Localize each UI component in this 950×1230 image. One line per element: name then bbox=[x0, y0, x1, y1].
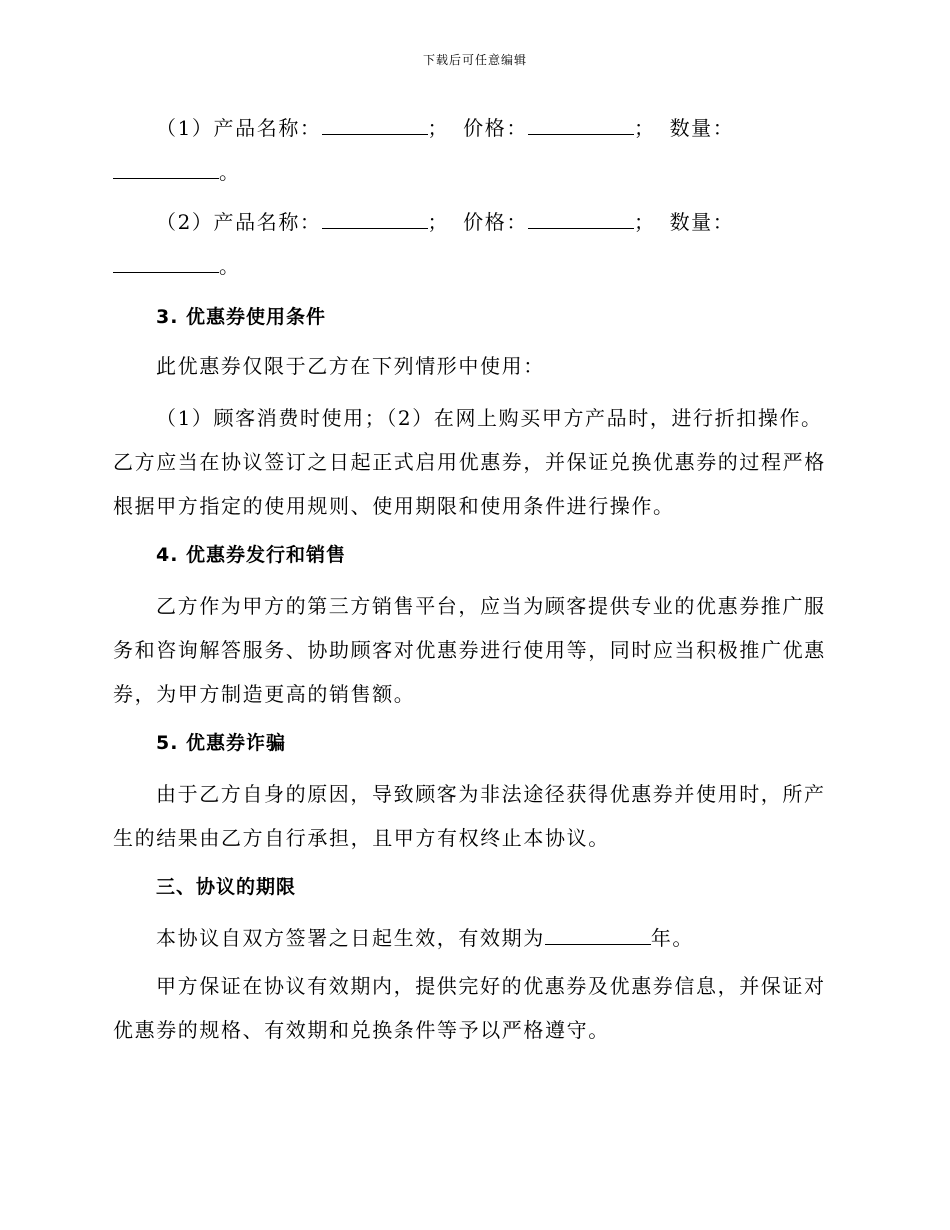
price-blank bbox=[528, 214, 634, 229]
product-number: （2） bbox=[156, 210, 214, 234]
product-line-1 bbox=[113, 118, 876, 138]
term-years-blank bbox=[545, 930, 651, 945]
product-name-label: 产品名称： bbox=[213, 210, 322, 234]
product-name-label: 产品名称： bbox=[213, 116, 322, 140]
period: 。 bbox=[219, 160, 241, 184]
section-4-heading: 4. 优惠券发行和销售 bbox=[156, 544, 347, 566]
product-quantity-line-2 bbox=[113, 256, 833, 276]
product-line-2 bbox=[113, 212, 876, 232]
product-name-blank bbox=[322, 120, 428, 135]
page-header: 下载后可任意编辑 bbox=[422, 53, 527, 67]
term-heading: 三、协议的期限 bbox=[156, 876, 297, 898]
section-3-body: （1）顾客消费时使用；（2）在网上购买甲方产品时，进行折扣操作。乙方应当在协议签订之日起正式启用优惠券，并保证兑换优惠券的过程严格根据甲方指定的使用规则、使用期限和使用条件进行操作。 bbox=[113, 406, 826, 518]
term-validity-prefix: 本协议自双方签署之日起生效，有效期为 bbox=[156, 926, 545, 950]
product-name-blank bbox=[322, 214, 428, 229]
quantity-label: 数量： bbox=[669, 210, 735, 234]
section-3-heading: 3. 优惠券使用条件 bbox=[156, 306, 327, 328]
separator: ； bbox=[633, 116, 656, 140]
quantity-blank bbox=[113, 258, 219, 273]
period: 。 bbox=[219, 254, 241, 278]
section-5-heading: 5. 优惠券诈骗 bbox=[156, 732, 287, 754]
term-validity-line bbox=[113, 928, 876, 948]
quantity-blank bbox=[113, 164, 219, 179]
separator: ； bbox=[427, 210, 450, 234]
price-label: 价格： bbox=[463, 210, 528, 234]
term-body: 甲方保证在协议有效期内，提供完好的优惠券及优惠券信息，并保证对优惠券的规格、有效期和兑换条件等予以严格遵守。 bbox=[113, 974, 826, 1042]
separator: ； bbox=[427, 116, 450, 140]
price-label: 价格： bbox=[463, 116, 528, 140]
product-quantity-line-1 bbox=[113, 162, 833, 182]
section-3-intro: 此优惠券仅限于乙方在下列情形中使用： bbox=[156, 354, 545, 378]
product-number: （1） bbox=[156, 116, 214, 140]
section-5-body: 由于乙方自身的原因，导致顾客为非法途径获得优惠券并使用时，所产生的结果由乙方自行承担，且甲方有权终止本协议。 bbox=[113, 782, 826, 850]
price-blank bbox=[528, 120, 634, 135]
section-4-body: 乙方作为甲方的第三方销售平台，应当为顾客提供专业的优惠券推广服务和咨询解答服务、协助顾客对优惠券进行使用等，同时应当积极推广优惠券，为甲方制造更高的销售额。 bbox=[113, 594, 826, 706]
quantity-label: 数量： bbox=[669, 116, 735, 140]
term-validity-suffix: 年。 bbox=[650, 926, 695, 950]
separator: ； bbox=[633, 210, 656, 234]
